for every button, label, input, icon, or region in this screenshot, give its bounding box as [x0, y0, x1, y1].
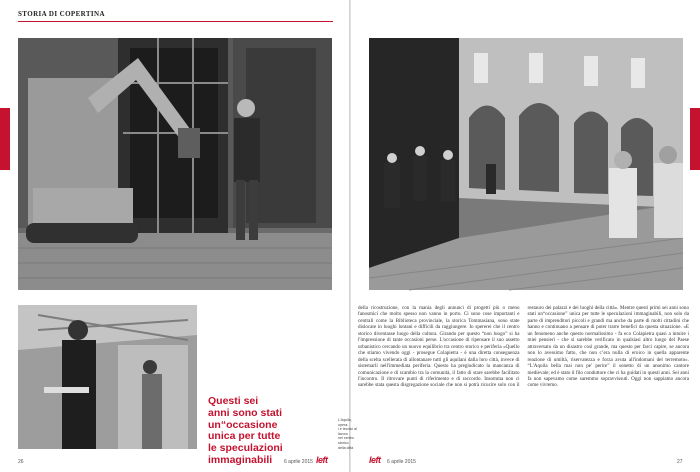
article-body: della ricostruzione, con la mania degli annunci di progetti più o meno fanosmici che molto spesso non vanno in porto. Ci sono cose importanti e centrali come la Biblioteca provinciale, la storica Tommasiana, sono state dislocate in luoghi lontani e difficili da raggiungere. Io spererei che il centro storico diventasse luogo della cultura. Girando per questo “non luogo” si ha l'impressione di tante occasioni perse. L'occasione di ripensare il suo assetto urbanistico cercando un nuovo equilibrio tra centro storico e periferia «Quello che stiamo vivendo oggi - prosegue Colapietra - è una diretta conseguenza della scelta scellerata di allontanare tutti gli aquilani dalla loro città, invece di sistemarli nell'immediata periferia. Questo ha pregiudicato la mancanza di comunicazione e di scambio tra la comunità, il fatto di stare sarebbe facilitato l'incontro. Il ritrovare punti di riferimento e di raccordo. Insomma non ci sarebbe stata questa disgregazione sociale che non si potrà ricucire solo con il restauro dei palazzi e dei luoghi della città». Mentre questi primi sei anni sono stati un“occasione” unica per tutte le speculazioni immaginabili, non solo da parte di imprenditori piccoli e grandi ma anche da parte di molti cittadini che hanno e continuano a pensare di poter trarre benefici da questa situazione. «E un fenomeno anche questo normalissimo - fa eco Colapietra quasi a intuire i miei pensieri - che si sarebbe verificato in qualsiasi altro luogo del Paese attraversato da un disastro così grande, ma questo per farci capire, se ancora non lo avessimo fatto, che non c’era nulla di eroico in quella apparente reazione di umiltà, riservatezza e forza avuta all'indomani del terremoto». “L'Aquila bella mai non pe' perire” il sonetto di un anonimo cantore medievale; ed è stato il filo conduttore che ci ha guidati in questi anni. Sei anni fa non sapevamo come saremmo sopravvissuti. Oggi non sappiamo ancora come vivremo. — [358, 305, 689, 389]
folio-date: 6 aprile 2015 — [284, 459, 313, 465]
left-page — [0, 0, 349, 472]
folio-page-number: 27 — [677, 459, 683, 465]
magazine-logo: left — [369, 455, 381, 465]
section-tab-marker — [690, 108, 700, 170]
pull-quote: Questi sei anni sono stati un“occasione unica per tutte le speculazioni immaginabili — [208, 395, 283, 466]
magazine-logo: left — [316, 455, 328, 465]
section-tab-marker — [0, 108, 10, 170]
photo-caption: L'Aquila, opera- i e tecnici al lavoro nel centro storico della città — [338, 418, 357, 450]
photo-street-workers — [369, 38, 683, 290]
photo-excavator-worker — [18, 38, 332, 290]
right-page — [338, 0, 700, 472]
photo-woman-studio — [18, 305, 197, 449]
folio-date: 6 aprile 2015 — [387, 459, 416, 465]
section-label: STORIA DI COPERTINA — [18, 10, 105, 18]
folio-page-number: 26 — [18, 459, 24, 465]
section-rule — [18, 21, 333, 22]
